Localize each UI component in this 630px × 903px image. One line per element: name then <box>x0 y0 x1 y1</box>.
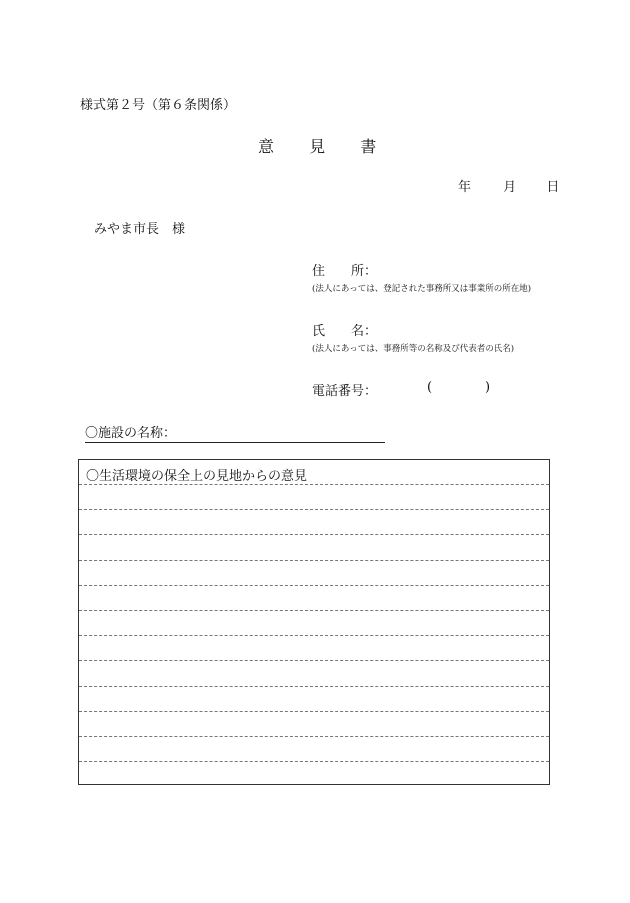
title-char-1: 意 <box>258 137 275 156</box>
opinion-ruled-line <box>79 635 549 636</box>
date-day-label: 日 <box>546 180 560 195</box>
opinion-ruled-line <box>79 484 549 485</box>
name-field-note: (法人にあっては、事務所等の名称及び代表者の氏名) <box>312 344 515 354</box>
phone-area-code-close-paren: ) <box>485 380 491 395</box>
opinion-ruled-line <box>79 585 549 586</box>
date-month-label: 月 <box>503 180 517 195</box>
opinion-ruled-line <box>79 509 549 510</box>
opinion-ruled-line <box>79 534 549 535</box>
opinion-ruled-line <box>79 686 549 687</box>
title-char-2: 見 <box>309 137 326 156</box>
opinion-ruled-line <box>79 560 549 561</box>
opinion-ruled-line <box>79 711 549 712</box>
opinion-ruled-line <box>79 736 549 737</box>
facility-name-field[interactable] <box>85 422 385 443</box>
form-number: 様式第２号（第６条関係） <box>80 98 237 113</box>
title-char-3: 書 <box>360 137 377 156</box>
name-field-label[interactable]: 氏 名： <box>312 324 378 339</box>
opinion-ruled-line <box>79 610 549 611</box>
phone-field-label[interactable]: 電話番号： <box>312 384 378 399</box>
addressee: みやま市長 様 <box>94 222 186 237</box>
opinion-ruled-line <box>79 660 549 661</box>
facility-name-label: 〇施設の名称： <box>85 426 177 441</box>
address-field-note: (法人にあっては、登記された事務所又は事業所の所在地) <box>312 284 532 294</box>
date-year-label: 年 <box>458 180 472 195</box>
document-title <box>258 134 376 157</box>
opinion-ruled-line <box>79 761 549 762</box>
date-line <box>458 176 559 195</box>
opinion-heading: 〇生活環境の保全上の見地からの意見 <box>86 469 308 484</box>
opinion-box[interactable] <box>78 459 550 785</box>
address-field-label[interactable]: 住 所： <box>312 264 378 279</box>
phone-area-code-open-paren: ( <box>427 380 433 395</box>
